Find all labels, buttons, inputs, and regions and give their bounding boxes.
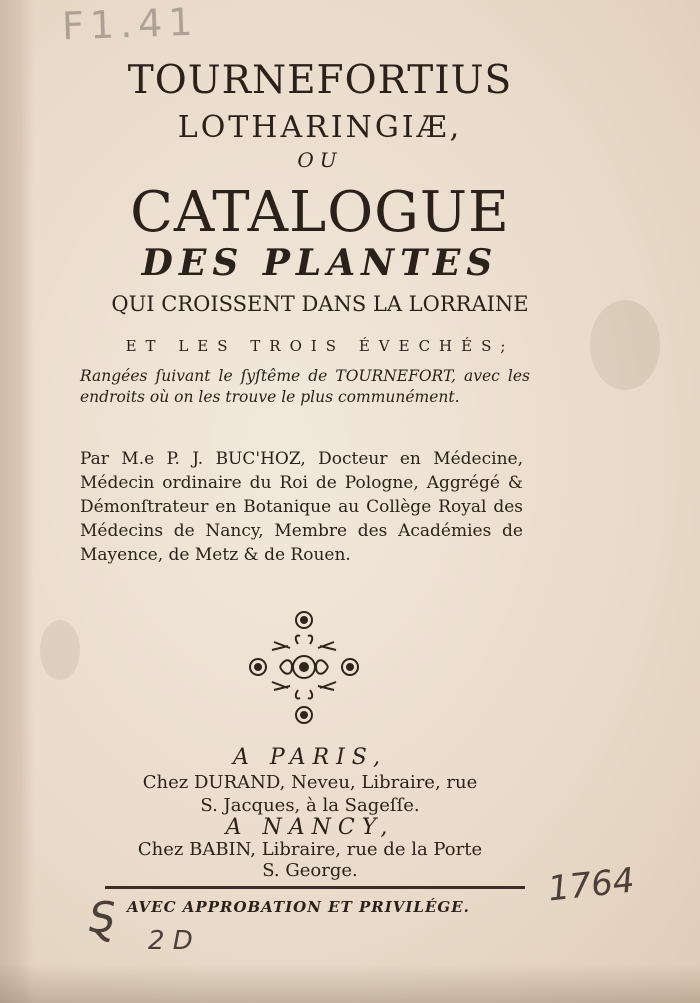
author-block: Par M.e P. J. BUC'HOZ, Docteur en Médecine, Médecin ordinaire du Roi de Pologne, Aggrégé & Démonſtrateur en Botanique au Collège Royal des Médecins de Nancy, Membre des Académies de Mayence, de Metz & de Rouen. [80,449,523,565]
floral-ornament [244,610,364,725]
title-line-3: OU [297,148,343,172]
spine-edge [0,0,34,1003]
imprint-address-babin: S. George. [262,860,358,881]
stain [590,300,660,390]
stain [40,620,80,680]
title-line-4: CATALOGUE [130,180,510,245]
description: Rangées ſuivant le ſyſtême de TOURNEFORT, avec les endroits où on les trouve le plus communément. [80,367,530,406]
title-line-1: TOURNEFORTIUS [127,58,513,103]
handwritten-mark: Ȿ [88,893,115,942]
title-line-5: DES PLANTES [141,242,499,284]
handwritten-year: 1764 [546,860,637,910]
imprint-city-paris: A PARIS, [232,745,388,770]
privilege-line: AVEC APPROBATION ET PRIVILÉGE. [127,898,470,916]
imprint-publisher-durand: Chez DURAND, Neveu, Libraire, rue [142,772,478,793]
shelfmark: F1.41 [61,0,200,49]
page-edge-shadow [0,963,700,1003]
handwritten-initials: 2 D [148,926,193,956]
imprint-address-durand: S. Jacques, à la Sageſſe. [200,795,420,816]
title-line-2: LOTHARINGIÆ, [177,110,463,145]
title-line-7: ET LES TROIS ÉVECHÉS; [125,337,515,355]
imprint-city-nancy: A NANCY, [225,815,395,840]
title-line-6: QUI CROISSENT DANS LA LORRAINE [111,292,529,316]
divider-rule [105,886,525,889]
imprint-publisher-babin: Chez BABIN, Libraire, rue de la Porte [137,839,483,860]
